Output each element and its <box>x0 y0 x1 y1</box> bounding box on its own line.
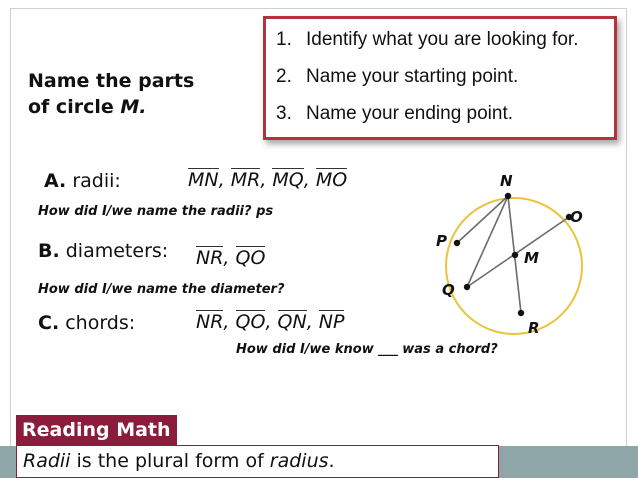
part-letter: C. <box>38 312 60 334</box>
segment: NR <box>196 247 224 269</box>
point-p <box>454 240 460 246</box>
reading-math-text <box>16 445 499 478</box>
label-r: R <box>528 319 540 337</box>
segment: QO <box>235 247 266 269</box>
label-n: N <box>500 172 513 190</box>
step-3 <box>276 103 513 125</box>
segment: QN <box>277 311 307 333</box>
part-label: radii: <box>72 170 121 192</box>
point-r <box>518 310 524 316</box>
segment: NR <box>196 311 224 333</box>
point-m <box>512 252 518 258</box>
label-m: M <box>524 249 539 267</box>
slide-title <box>28 68 194 120</box>
part-letter: B. <box>38 240 60 262</box>
point-q <box>464 284 470 290</box>
radii-segments: MN, MR, MQ, MO <box>188 169 348 191</box>
label-o: O <box>570 208 583 226</box>
point-n <box>505 193 511 199</box>
title-line-1: Name the parts <box>28 70 195 92</box>
step-2 <box>276 66 518 88</box>
part-label: chords: <box>65 312 136 334</box>
diameter-question: How did I/we name the diameter? <box>38 282 285 297</box>
title-line-2 <box>28 94 194 120</box>
circle-m <box>446 198 582 334</box>
reading-math-middle: is the plural form of <box>70 450 270 472</box>
step-text: Identify what you are looking for. <box>306 29 579 50</box>
part-a-label <box>44 170 121 192</box>
steps-box <box>263 16 617 140</box>
segment: NP <box>318 311 345 333</box>
part-b-label <box>38 240 168 262</box>
term-radii: Radii <box>23 450 71 472</box>
reading-math-label: Reading Math <box>16 415 177 445</box>
chord-question: How did I/we know ___ was a chord? <box>236 342 498 357</box>
step-1 <box>276 29 579 51</box>
part-label: diameters: <box>65 240 169 262</box>
title-variable: M. <box>120 96 147 118</box>
part-c-label <box>38 312 135 334</box>
segment: MQ <box>272 169 304 191</box>
diameter-segments: NR, QO <box>196 247 266 269</box>
circle-diagram <box>420 170 620 345</box>
step-text: Name your starting point. <box>306 66 519 87</box>
reading-math-end: . <box>328 450 335 472</box>
segment: MN <box>188 169 219 191</box>
title-prefix: of circle <box>28 96 121 118</box>
step-number: 1. <box>276 29 292 50</box>
label-p: P <box>436 232 447 250</box>
step-text: Name your ending point. <box>306 103 514 124</box>
segment: QO <box>235 311 266 333</box>
part-letter: A. <box>44 170 67 192</box>
segment: MR <box>230 169 261 191</box>
radii-question: How did I/we name the radii? ps <box>38 204 274 219</box>
step-number: 3. <box>276 103 292 124</box>
segment: MO <box>315 169 348 191</box>
chord-segments: NR, QO, QN, NP <box>196 311 345 333</box>
step-number: 2. <box>276 66 292 87</box>
label-q: Q <box>442 281 455 299</box>
term-radius: radius <box>269 450 329 472</box>
